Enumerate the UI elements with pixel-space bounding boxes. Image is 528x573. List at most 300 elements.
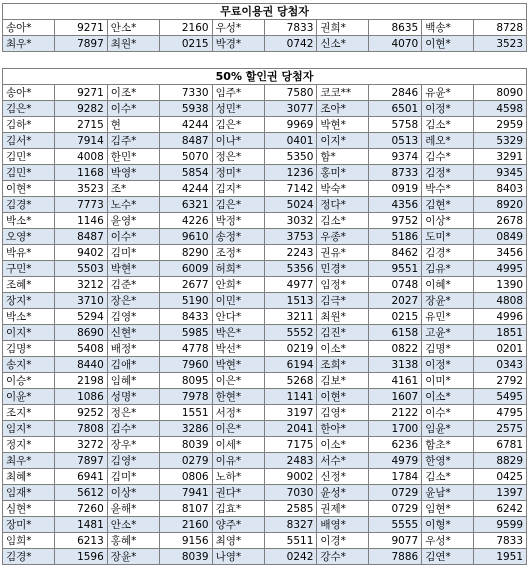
winner-name: 코코** xyxy=(317,85,369,101)
winner-row xyxy=(3,85,527,101)
winner-name: 박숙* xyxy=(317,181,369,197)
winner-name: 이은* xyxy=(212,373,264,389)
phone-last-digits: 5511 xyxy=(264,533,317,549)
phone-last-digits: 0219 xyxy=(264,341,317,357)
phone-last-digits: 2575 xyxy=(474,421,527,437)
phone-last-digits: 1951 xyxy=(474,549,527,565)
winner-name: 이민* xyxy=(212,293,264,309)
phone-last-digits: 3753 xyxy=(264,229,317,245)
phone-last-digits: 7773 xyxy=(55,197,108,213)
phone-last-digits: 8462 xyxy=(369,245,422,261)
phone-last-digits: 1851 xyxy=(474,325,527,341)
phone-last-digits: 9282 xyxy=(55,101,108,117)
phone-last-digits: 0425 xyxy=(474,469,527,485)
winner-name: 김소* xyxy=(317,213,369,229)
winner-name: 함* xyxy=(317,149,369,165)
winner-name: 이지* xyxy=(317,133,369,149)
phone-last-digits: 6158 xyxy=(369,325,422,341)
phone-last-digits: 0201 xyxy=(474,341,527,357)
phone-last-digits: 9752 xyxy=(369,213,422,229)
winner-name: 강수* xyxy=(317,549,369,565)
winner-name: 민경* xyxy=(317,261,369,277)
winner-name: 심현* xyxy=(3,501,55,517)
winner-name: 안희* xyxy=(212,277,264,293)
winner-row xyxy=(3,245,527,261)
winner-row xyxy=(3,133,527,149)
winner-name: 허희* xyxy=(212,261,264,277)
phone-last-digits: 0742 xyxy=(264,36,317,52)
winner-name: 최원* xyxy=(317,309,369,325)
winner-name: 한민* xyxy=(107,149,159,165)
phone-last-digits: 6501 xyxy=(369,101,422,117)
phone-last-digits: 5503 xyxy=(55,261,108,277)
winner-name: 김보* xyxy=(317,373,369,389)
phone-last-digits: 9002 xyxy=(264,469,317,485)
winner-name: 현 xyxy=(107,117,159,133)
winner-name: 노하* xyxy=(212,469,264,485)
winner-name: 송아* xyxy=(3,85,55,101)
winner-name: 최영* xyxy=(212,533,264,549)
winner-name: 우종* xyxy=(317,229,369,245)
phone-last-digits: 1607 xyxy=(369,389,422,405)
phone-last-digits: 5612 xyxy=(55,485,108,501)
winner-name: 한영* xyxy=(422,453,474,469)
phone-last-digits: 7914 xyxy=(55,133,108,149)
winner-name: 윤성* xyxy=(317,485,369,501)
phone-last-digits: 8107 xyxy=(159,501,212,517)
phone-last-digits: 4070 xyxy=(369,36,422,52)
winner-name: 김지* xyxy=(212,181,264,197)
winner-name: 이소* xyxy=(317,437,369,453)
phone-last-digits: 2122 xyxy=(369,405,422,421)
winner-row xyxy=(3,277,527,293)
winner-name: 이수* xyxy=(107,229,159,245)
winner-row xyxy=(3,453,527,469)
winner-name: 배영* xyxy=(317,517,369,533)
phone-last-digits: 0215 xyxy=(369,309,422,325)
phone-last-digits: 4977 xyxy=(264,277,317,293)
winner-name: 성민* xyxy=(212,101,264,117)
phone-last-digits: 6213 xyxy=(55,533,108,549)
winner-name: 윤영* xyxy=(107,213,159,229)
winner-name: 이소* xyxy=(422,389,474,405)
phone-last-digits: 3456 xyxy=(474,245,527,261)
phone-last-digits: 0215 xyxy=(159,36,212,52)
phone-last-digits: 1551 xyxy=(159,405,212,421)
phone-last-digits: 5350 xyxy=(264,149,317,165)
winner-name: 홍혜* xyxy=(107,533,159,549)
winner-name: 고윤* xyxy=(422,325,474,341)
phone-last-digits: 5555 xyxy=(369,517,422,533)
winner-name: 도미* xyxy=(422,229,474,245)
winner-row xyxy=(3,117,527,133)
winner-name: 이경* xyxy=(317,533,369,549)
winner-name: 이유* xyxy=(212,453,264,469)
winner-name: 서수* xyxy=(317,453,369,469)
phone-last-digits: 9252 xyxy=(55,405,108,421)
phone-last-digits: 2198 xyxy=(55,373,108,389)
phone-last-digits: 7175 xyxy=(264,437,317,453)
winner-name: 김연* xyxy=(422,549,474,565)
winner-name: 박소* xyxy=(3,309,55,325)
winner-name: 김미* xyxy=(107,245,159,261)
winner-name: 김애* xyxy=(107,357,159,373)
phone-last-digits: 9077 xyxy=(369,533,422,549)
phone-last-digits: 5294 xyxy=(55,309,108,325)
winner-name: 김진* xyxy=(317,325,369,341)
phone-last-digits: 2959 xyxy=(474,117,527,133)
winner-row xyxy=(3,293,527,309)
winner-name: 정미* xyxy=(212,165,264,181)
phone-last-digits: 5552 xyxy=(264,325,317,341)
winner-name: 이상* xyxy=(422,213,474,229)
winner-name: 홍미* xyxy=(317,165,369,181)
phone-last-digits: 0343 xyxy=(474,357,527,373)
phone-last-digits: 6236 xyxy=(369,437,422,453)
phone-last-digits: 0806 xyxy=(159,469,212,485)
phone-last-digits: 4244 xyxy=(159,181,212,197)
phone-last-digits: 5356 xyxy=(264,261,317,277)
winner-name: 장윤* xyxy=(107,549,159,565)
winner-name: 이미* xyxy=(422,373,474,389)
winner-name: 김은* xyxy=(3,101,55,117)
winner-name: 박현* xyxy=(212,357,264,373)
winner-row xyxy=(3,469,527,485)
phone-last-digits: 8090 xyxy=(474,85,527,101)
phone-last-digits: 8440 xyxy=(55,357,108,373)
phone-last-digits: 0822 xyxy=(369,341,422,357)
winner-name: 백송* xyxy=(422,20,474,36)
winner-name: 구민* xyxy=(3,261,55,277)
phone-last-digits: 9402 xyxy=(55,245,108,261)
free-table-title: 무료이용권 당첨자 xyxy=(3,4,527,20)
phone-last-digits: 2160 xyxy=(159,20,212,36)
phone-last-digits: 2483 xyxy=(264,453,317,469)
winner-name: 김영* xyxy=(107,453,159,469)
phone-last-digits: 6242 xyxy=(474,501,527,517)
phone-last-digits: 1236 xyxy=(264,165,317,181)
winner-name: 김미* xyxy=(107,469,159,485)
winner-name: 이혜* xyxy=(422,277,474,293)
phone-last-digits: 3272 xyxy=(55,437,108,453)
winner-name: 조희* xyxy=(317,357,369,373)
phone-last-digits: 2677 xyxy=(159,277,212,293)
winner-name: 김현* xyxy=(422,197,474,213)
winner-name: 김은* xyxy=(212,117,264,133)
winner-name: 박영* xyxy=(107,165,159,181)
phone-last-digits: 6941 xyxy=(55,469,108,485)
winner-name: 권유* xyxy=(317,245,369,261)
winner-row xyxy=(3,485,527,501)
winner-name: 이나* xyxy=(212,133,264,149)
phone-last-digits: 2243 xyxy=(264,245,317,261)
phone-last-digits: 5938 xyxy=(159,101,212,117)
phone-last-digits: 9156 xyxy=(159,533,212,549)
winner-row xyxy=(3,309,527,325)
phone-last-digits: 3211 xyxy=(264,309,317,325)
winner-name: 이현* xyxy=(3,181,55,197)
phone-last-digits: 7886 xyxy=(369,549,422,565)
winner-name: 박선* xyxy=(212,341,264,357)
phone-last-digits: 4979 xyxy=(369,453,422,469)
winner-name: 우성* xyxy=(422,533,474,549)
winner-name: 박수* xyxy=(422,181,474,197)
winner-name: 김하* xyxy=(3,117,55,133)
half-table-title: 50% 할인권 당첨자 xyxy=(3,69,527,85)
phone-last-digits: 5024 xyxy=(264,197,317,213)
winner-name: 이은* xyxy=(212,421,264,437)
winner-name: 김수* xyxy=(422,149,474,165)
phone-last-digits: 4008 xyxy=(55,149,108,165)
phone-last-digits: 3032 xyxy=(264,213,317,229)
phone-last-digits: 7808 xyxy=(55,421,108,437)
winner-name: 박소* xyxy=(3,213,55,229)
phone-last-digits: 8487 xyxy=(159,133,212,149)
winner-name: 안소* xyxy=(107,20,159,36)
winner-name: 정은* xyxy=(212,149,264,165)
phone-last-digits: 8095 xyxy=(159,373,212,389)
phone-last-digits: 4226 xyxy=(159,213,212,229)
winner-name: 최혜* xyxy=(3,469,55,485)
phone-last-digits: 9599 xyxy=(474,517,527,533)
phone-last-digits: 3197 xyxy=(264,405,317,421)
winner-name: 김정* xyxy=(422,165,474,181)
phone-last-digits: 8635 xyxy=(369,20,422,36)
winner-name: 이세* xyxy=(212,437,264,453)
winner-name: 송아* xyxy=(3,20,55,36)
phone-last-digits: 7960 xyxy=(159,357,212,373)
phone-last-digits: 9969 xyxy=(264,117,317,133)
phone-last-digits: 7330 xyxy=(159,85,212,101)
phone-last-digits: 0729 xyxy=(369,501,422,517)
phone-last-digits: 9374 xyxy=(369,149,422,165)
free-pass-winners-table xyxy=(2,3,527,52)
winner-row xyxy=(3,421,527,437)
phone-last-digits: 7260 xyxy=(55,501,108,517)
winner-name: 조지* xyxy=(3,405,55,421)
winner-name: 유윤* xyxy=(422,85,474,101)
winner-row xyxy=(3,501,527,517)
winner-name: 김명* xyxy=(422,341,474,357)
winner-name: 이현* xyxy=(422,36,474,52)
phone-last-digits: 0513 xyxy=(369,133,422,149)
phone-last-digits: 3286 xyxy=(159,421,212,437)
winner-name: 이정* xyxy=(422,357,474,373)
winner-name: 김극* xyxy=(317,293,369,309)
phone-last-digits: 7580 xyxy=(264,85,317,101)
winner-name: 조아* xyxy=(317,101,369,117)
winner-name: 권희* xyxy=(317,20,369,36)
winner-row xyxy=(3,261,527,277)
winner-name: 오영* xyxy=(3,229,55,245)
discount-coupon-winners-table xyxy=(2,68,527,565)
phone-last-digits: 2585 xyxy=(264,501,317,517)
phone-last-digits: 7030 xyxy=(264,485,317,501)
winner-name: 권제* xyxy=(317,501,369,517)
phone-last-digits: 9610 xyxy=(159,229,212,245)
phone-last-digits: 8433 xyxy=(159,309,212,325)
phone-last-digits: 6321 xyxy=(159,197,212,213)
phone-last-digits: 8039 xyxy=(159,549,212,565)
winner-name: 송정* xyxy=(212,229,264,245)
winner-row xyxy=(3,437,527,453)
winner-name: 유민* xyxy=(422,309,474,325)
phone-last-digits: 4995 xyxy=(474,261,527,277)
phone-last-digits: 4795 xyxy=(474,405,527,421)
phone-last-digits: 9345 xyxy=(474,165,527,181)
winner-name: 임정* xyxy=(317,277,369,293)
phone-last-digits: 2846 xyxy=(369,85,422,101)
phone-last-digits: 8487 xyxy=(55,229,108,245)
winner-name: 최우* xyxy=(3,453,55,469)
winner-name: 이윤* xyxy=(3,389,55,405)
phone-last-digits: 5329 xyxy=(474,133,527,149)
phone-last-digits: 1146 xyxy=(55,213,108,229)
phone-last-digits: 7897 xyxy=(55,453,108,469)
winner-name: 김소* xyxy=(422,117,474,133)
phone-last-digits: 8829 xyxy=(474,453,527,469)
winner-row xyxy=(3,213,527,229)
phone-last-digits: 1086 xyxy=(55,389,108,405)
winner-row xyxy=(3,149,527,165)
winner-name: 박현* xyxy=(317,117,369,133)
winner-name: 이승* xyxy=(3,373,55,389)
winner-row xyxy=(3,165,527,181)
phone-last-digits: 8690 xyxy=(55,325,108,341)
winner-row xyxy=(3,229,527,245)
winner-name: 김서* xyxy=(3,133,55,149)
phone-last-digits: 0919 xyxy=(369,181,422,197)
phone-last-digits: 4996 xyxy=(474,309,527,325)
winner-name: 장우* xyxy=(107,437,159,453)
phone-last-digits: 2160 xyxy=(159,517,212,533)
phone-last-digits: 8039 xyxy=(159,437,212,453)
winner-name: 장미* xyxy=(3,517,55,533)
phone-last-digits: 7142 xyxy=(264,181,317,197)
winner-name: 우성* xyxy=(212,20,264,36)
winner-name: 정다* xyxy=(317,197,369,213)
phone-last-digits: 8327 xyxy=(264,517,317,533)
winner-row xyxy=(3,405,527,421)
winner-name: 조정* xyxy=(212,245,264,261)
winner-row xyxy=(3,341,527,357)
phone-last-digits: 9271 xyxy=(55,85,108,101)
winner-row xyxy=(3,357,527,373)
phone-last-digits: 8733 xyxy=(369,165,422,181)
winner-name: 임주* xyxy=(212,85,264,101)
phone-last-digits: 5186 xyxy=(369,229,422,245)
phone-last-digits: 1481 xyxy=(55,517,108,533)
phone-last-digits: 2715 xyxy=(55,117,108,133)
phone-last-digits: 3138 xyxy=(369,357,422,373)
winner-name: 신정* xyxy=(317,469,369,485)
winner-name: 안소* xyxy=(107,517,159,533)
winner-name: 김주* xyxy=(107,133,159,149)
phone-last-digits: 7941 xyxy=(159,485,212,501)
phone-last-digits: 0401 xyxy=(264,133,317,149)
phone-last-digits: 2792 xyxy=(474,373,527,389)
winner-name: 이정* xyxy=(422,101,474,117)
phone-last-digits: 5268 xyxy=(264,373,317,389)
phone-last-digits: 5854 xyxy=(159,165,212,181)
phone-last-digits: 1141 xyxy=(264,389,317,405)
winner-name: 이소* xyxy=(317,341,369,357)
winner-name: 김소* xyxy=(422,469,474,485)
phone-last-digits: 4598 xyxy=(474,101,527,117)
winner-name: 최우* xyxy=(3,36,55,52)
winner-name: 양주* xyxy=(212,517,264,533)
winner-row xyxy=(3,517,527,533)
winner-name: 이조* xyxy=(107,85,159,101)
winner-name: 장윤* xyxy=(422,293,474,309)
winner-name: 한현* xyxy=(212,389,264,405)
winner-name: 박은* xyxy=(212,325,264,341)
winner-row xyxy=(3,325,527,341)
phone-last-digits: 6009 xyxy=(159,261,212,277)
winner-name: 임혜* xyxy=(107,373,159,389)
phone-last-digits: 3212 xyxy=(55,277,108,293)
winner-name: 임윤* xyxy=(422,421,474,437)
winner-name: 김유* xyxy=(422,261,474,277)
winner-name: 박경* xyxy=(212,36,264,52)
phone-last-digits: 1397 xyxy=(474,485,527,501)
phone-last-digits: 5758 xyxy=(369,117,422,133)
winner-row xyxy=(3,181,527,197)
phone-last-digits: 2678 xyxy=(474,213,527,229)
winner-name: 정은* xyxy=(107,405,159,421)
phone-last-digits: 7978 xyxy=(159,389,212,405)
phone-last-digits: 7833 xyxy=(474,533,527,549)
winner-name: 권다* xyxy=(212,485,264,501)
winner-row xyxy=(3,549,527,565)
phone-last-digits: 7833 xyxy=(264,20,317,36)
phone-last-digits: 8290 xyxy=(159,245,212,261)
winner-row xyxy=(3,373,527,389)
winner-row xyxy=(3,533,527,549)
phone-last-digits: 1596 xyxy=(55,549,108,565)
phone-last-digits: 1168 xyxy=(55,165,108,181)
phone-last-digits: 5190 xyxy=(159,293,212,309)
winner-name: 조* xyxy=(107,181,159,197)
winner-name: 이지* xyxy=(3,325,55,341)
winner-name: 박유* xyxy=(3,245,55,261)
winner-name: 임현* xyxy=(422,501,474,517)
winner-name: 김영* xyxy=(107,309,159,325)
phone-last-digits: 0242 xyxy=(264,549,317,565)
phone-last-digits: 2041 xyxy=(264,421,317,437)
winner-name: 김준* xyxy=(107,277,159,293)
winner-name: 나영* xyxy=(212,549,264,565)
phone-last-digits: 8728 xyxy=(474,20,527,36)
phone-last-digits: 0748 xyxy=(369,277,422,293)
winner-name: 김경* xyxy=(422,245,474,261)
phone-last-digits: 8403 xyxy=(474,181,527,197)
winner-name: 윤남* xyxy=(422,485,474,501)
winner-name: 장은* xyxy=(107,293,159,309)
winner-name: 안다* xyxy=(212,309,264,325)
winner-name: 이수* xyxy=(107,101,159,117)
phone-last-digits: 3710 xyxy=(55,293,108,309)
winner-name: 성명* xyxy=(107,389,159,405)
winner-name: 김경* xyxy=(3,549,55,565)
winner-name: 김민* xyxy=(3,165,55,181)
winner-name: 이상* xyxy=(107,485,159,501)
winner-name: 김수* xyxy=(107,421,159,437)
phone-last-digits: 4808 xyxy=(474,293,527,309)
phone-last-digits: 0279 xyxy=(159,453,212,469)
phone-last-digits: 4161 xyxy=(369,373,422,389)
winner-name: 노수* xyxy=(107,197,159,213)
